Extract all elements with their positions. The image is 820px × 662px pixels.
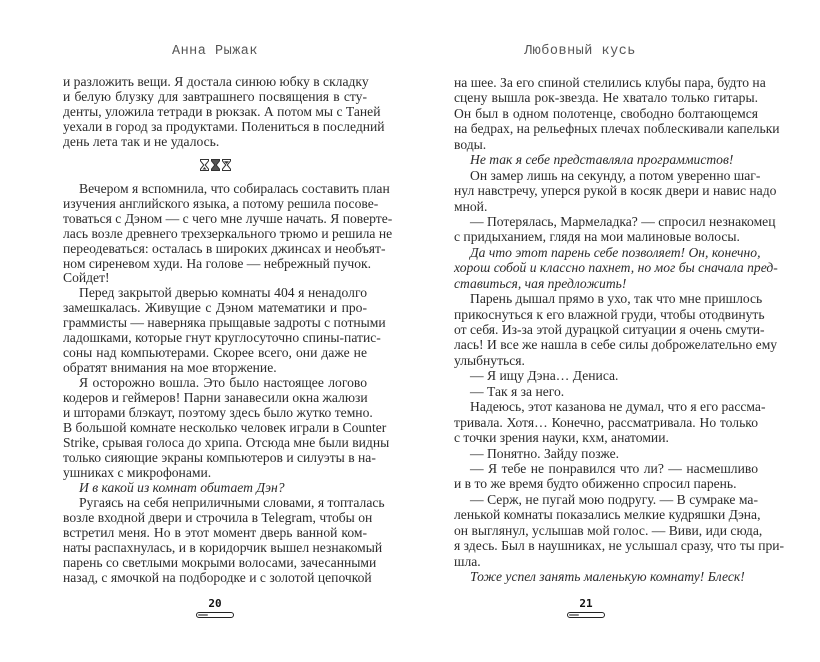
text-line: Он был в одном полотенце, свободно болтающемся	[454, 105, 758, 121]
paragraph	[454, 368, 758, 383]
hourglass-icon	[222, 159, 231, 171]
text-line: мной.	[454, 198, 488, 214]
paragraph	[454, 461, 758, 492]
text-line: ленькой комнаты показались мелкие кудряшки Дэна,	[454, 507, 761, 523]
page-number-folio	[185, 598, 245, 618]
page-number: 20	[208, 597, 222, 610]
text-line: — Серж, не пугай мою подругу. — В сумраке ма-	[470, 491, 758, 507]
text-line: Надеюсь, этот казанова не думал, что я его рассма-	[470, 399, 766, 415]
text-line: с точки зрения науки, кхм, анатомии.	[454, 430, 669, 446]
text-block-after-break	[63, 180, 393, 586]
running-head-title: Любовный кусь	[524, 44, 636, 59]
right-page	[410, 0, 820, 662]
text-line: ставиться, чая предложить!	[454, 275, 627, 291]
italic-paragraph	[454, 569, 758, 584]
reading-progress-bar	[567, 612, 605, 618]
text-line: — Потерялась, Мармеладка? — спросил незнакомец	[470, 213, 776, 229]
hourglass-icon	[200, 159, 209, 171]
text-line: замешкалась. Живущие с Дэном математики и про-	[63, 300, 367, 316]
page-number: 21	[579, 597, 593, 610]
text-line: тривала. Хотя… Конечно, рассматривала. Но только	[454, 414, 758, 430]
text-block	[454, 75, 785, 584]
paragraph	[454, 384, 758, 399]
italic-paragraph	[63, 481, 367, 496]
text-line: В большой комнате несколько человек играли в Counter	[63, 420, 387, 436]
text-line: и в то же время будто обиженно спросил парень.	[454, 476, 737, 492]
text-line: Тоже успел занять маленькую комнату! Блеск!	[470, 569, 745, 584]
text-line: на бедрах, на рельефных плечах поблескивали капельки	[454, 121, 780, 137]
text-line: я здесь. Был в наушниках, не услышал сразу, что ты при-	[454, 538, 785, 554]
text-line: Я осторожно вошла. Это было настоящее логово	[79, 375, 367, 391]
text-line: — Понятно. Зайду позже.	[470, 445, 620, 461]
text-line: И в какой из комнат обитает Дэн?	[79, 479, 285, 495]
hourglass-icon	[211, 159, 220, 171]
text-line: Strike, срывая голоса до хрипа. Отсюда мне были видны	[63, 434, 390, 450]
italic-paragraph	[454, 244, 778, 291]
text-line: хорош собой и классно пахнет, но мог бы сначала пред-	[454, 260, 778, 276]
text-line: улыбнуться.	[454, 352, 525, 368]
paragraph	[63, 375, 390, 481]
text-line: сцену вышла рок-звезда. Не хватало только гитары.	[454, 90, 758, 106]
text-line: от себя. Из-за этой дурацкой ситуации я очень смути-	[454, 322, 765, 337]
text-line: изучения английского языка, а потому решила посове-	[63, 195, 379, 211]
reading-progress-bar	[196, 612, 234, 618]
text-line: Он замер лишь на секунду, а потом уверенно шаг-	[470, 167, 761, 183]
paragraph	[454, 399, 766, 446]
text-line: назад, с ямочкой на подбородке и с золотой цепочкой	[63, 569, 372, 585]
progress-fill	[569, 614, 579, 616]
text-line: Вечером я вспомнила, что собиралась составить план	[79, 180, 390, 196]
text-line: кодеров и геймеров! Парни занавесили окна жалюзи	[63, 390, 368, 406]
text-line: Парень дышал прямо в ухо, так что мне пришлось	[470, 291, 763, 307]
italic-paragraph	[454, 152, 758, 167]
text-line: воды.	[454, 136, 487, 152]
text-line: переодеваться: осталась в широких джинсах и необъят-	[63, 240, 386, 256]
text-line: ном сиреневом худи. На голове — небрежный пучок.	[63, 255, 372, 271]
text-line: на шее. За его спиной стелились клубы пара, будто на	[454, 75, 766, 90]
text-line: Перед закрытой дверью комнаты 404 я ненадолго	[79, 285, 367, 301]
text-line: ушниках с микрофонами.	[63, 464, 212, 480]
text-line: — Так я за него.	[470, 383, 565, 399]
text-line: наты распахнулась, и в коридорчик вышел незнакомый	[63, 539, 383, 555]
text-line: денты, уложила тетради в рюкзак. А потом мы с Таней	[63, 103, 381, 119]
paragraph	[63, 74, 385, 150]
text-line: и белую блузку для завтрашнего посвящения в сту-	[63, 88, 367, 104]
text-line: шла.	[454, 553, 481, 569]
text-line: соны над компьютерами. Скорее всего, они даже не	[63, 345, 367, 361]
text-line: Сойдет!	[63, 270, 110, 286]
text-line: обратят внимания на мое вторжение.	[63, 360, 277, 376]
text-line: только сияющие экраны компьютеров и силуэты в на-	[63, 449, 376, 465]
paragraph	[454, 446, 758, 461]
text-line: — Я тебе не понравился что ли? — насмешливо	[470, 460, 758, 476]
text-line: Не так я себе представляла программистов!	[470, 152, 734, 168]
right-page-body	[454, 75, 785, 584]
paragraph	[63, 285, 386, 376]
section-break-ornament	[63, 150, 367, 182]
text-line: лась возле древнего трехзеркального трюмо и решила не	[63, 225, 393, 241]
paragraph	[454, 491, 785, 569]
left-page-body	[63, 74, 393, 586]
text-line: — Я ищу Дэна… Дениса.	[470, 368, 619, 384]
text-block-before-break	[63, 74, 385, 150]
paragraph	[454, 75, 780, 152]
text-line: лась! И все же нашла в себе силы доброжелательно ему	[454, 337, 778, 353]
text-line: возле входной двери и строчила в Telegram, чтобы он	[63, 509, 373, 525]
text-line: встретил меня. Но в этот момент дверь ванной ком-	[63, 524, 367, 540]
paragraph	[454, 291, 778, 368]
paragraph	[63, 494, 385, 586]
progress-fill	[198, 614, 208, 616]
text-line: Да что этот парень себе позволяет! Он, конечно,	[470, 244, 761, 260]
text-line: граммисты — наверняка прыщавые задроты с потными	[63, 315, 386, 331]
text-line: нул навстречу, уперся рукой в косяк двери и навис надо	[454, 183, 777, 199]
text-line: он выглянул, услышав мой голос. — Виви, иди сюда,	[454, 522, 763, 538]
text-line: товаться с Дэном — с чего мне лучше начать. Я поверте-	[63, 210, 393, 226]
paragraph	[454, 213, 776, 245]
paragraph	[454, 167, 777, 214]
text-line: ладошками, которые гнут круглосуточно спины-патис-	[63, 330, 381, 346]
text-line: с придыханием, глядя на мои малиновые волосы.	[454, 229, 740, 245]
text-line: прикоснуться к его влажной груди, чтобы отодвинуть	[454, 306, 765, 322]
running-head-author: Анна Рыжак	[171, 44, 258, 59]
page-number-folio	[556, 598, 616, 618]
text-line: Ругаясь на себя неприличными словами, я топталась	[79, 494, 385, 510]
text-line: парень со светлыми мокрыми волосами, зачесанными	[63, 554, 377, 570]
text-line: уехали в город за продуктами. Полениться в последний	[63, 118, 385, 134]
paragraph	[63, 180, 393, 287]
text-line: и разложить вещи. Я достала синюю юбку в складку	[63, 74, 369, 89]
text-line: день лета так и не удалось.	[63, 133, 220, 149]
text-line: и шторами блэкаут, поэтому здесь было жутко темно.	[63, 405, 373, 421]
